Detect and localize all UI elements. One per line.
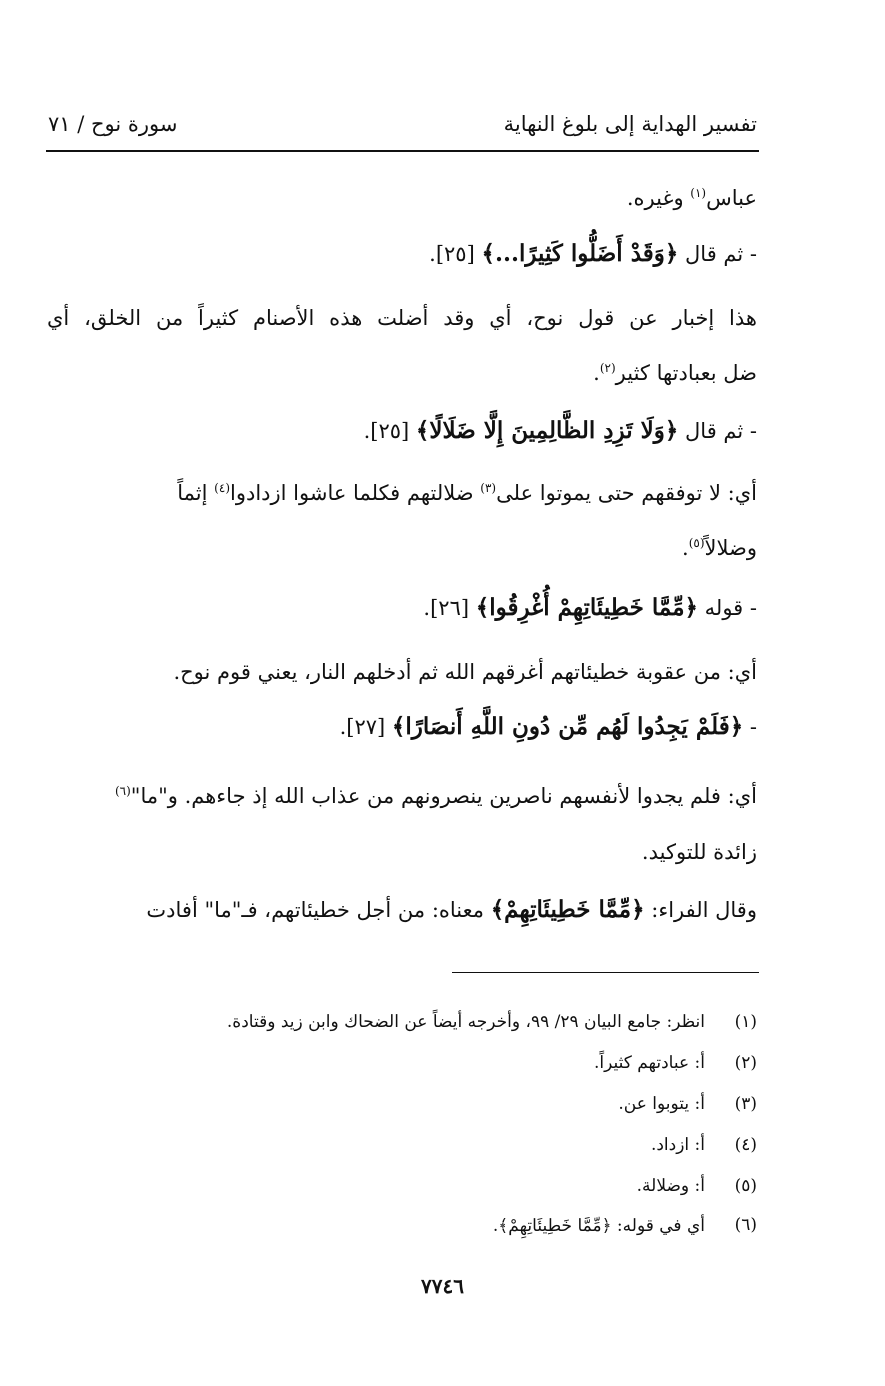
quran-verse: ﴿وَلَا تَزِدِ الظَّالِمِينَ إِلَّا ضَلَالًا﴾ [415, 417, 679, 444]
footnote-ref: (٤) [214, 481, 230, 495]
footnote-text: أ: عبادتهم كثيراً. [593, 1053, 705, 1073]
footnote-ref: (٥) [688, 536, 705, 550]
running-header-surah: سورة نوح / ٧١ [48, 112, 178, 136]
quran-verse: ﴿مِّمَّا خَطِيئَاتِهِمْ﴾ [490, 896, 645, 923]
body-line-4: ضل بعبادتها كثير$^{(٢)}$. [593, 361, 757, 385]
page-number: ٧٧٤٦ [421, 1274, 464, 1298]
body-line-10: - ﴿فَلَمْ يَجِدُوا لَهُم مِّن دُونِ اللَّهِ أَنصَارًا﴾ [٢٧]. [339, 713, 757, 740]
footnote-3 [618, 1094, 757, 1114]
footnote-5 [637, 1176, 757, 1196]
footnote-number: (٣) [734, 1094, 757, 1114]
body-line-8: - قوله ﴿مِّمَّا خَطِيئَاتِهِمْ أُغْرِقُوا﴾ [٢٦]. [423, 594, 757, 621]
body-line-7: وضلالاً$^{(٥)}$. [682, 536, 757, 560]
body-line-1: عباس$^{(١)}$ وغيره. [626, 186, 757, 210]
body-line-2: - ثم قال ﴿وَقَدْ أَضَلُّوا كَثِيرًا...﴾ [٢٥]. [429, 240, 757, 267]
body-line-12: زائدة للتوكيد. [641, 840, 757, 864]
footnote-number: (٥) [734, 1176, 757, 1196]
header-rule [46, 150, 759, 152]
footnote-6 [493, 1215, 757, 1236]
footnote-text: أ: يتوبوا عن. [618, 1094, 705, 1114]
quran-verse: ﴿مِّمَّا خَطِيئَاتِهِمْ أُغْرِقُوا﴾ [475, 594, 698, 621]
footnote-ref: (٣) [480, 481, 497, 495]
footnote-2 [594, 1053, 757, 1073]
footnote-text: أ: وضلالة. [636, 1176, 705, 1196]
footnote-number: (٤) [734, 1135, 757, 1155]
body-line-13: وقال الفراء: ﴿مِّمَّا خَطِيئَاتِهِمْ﴾ معناه: من أجل خطيئاتهم، فـ"ما" أفادت [146, 896, 757, 923]
footnote-number: (٦) [734, 1215, 757, 1235]
footnote-ref: (٦) [114, 784, 131, 798]
quran-verse: ﴿فَلَمْ يَجِدُوا لَهُم مِّن دُونِ اللَّهِ أَنصَارًا﴾ [391, 713, 744, 740]
footnote-number: (١) [734, 1012, 757, 1032]
footnote-ref: (٢) [599, 361, 616, 375]
footnote-separator [452, 972, 759, 973]
footnote-text: انظر: جامع البيان ٢٩/ ٩٩، وأخرجه أيضاً عن الضحاك وابن زيد وقتادة. [226, 1012, 705, 1032]
body-line-3: هذا إخبار عن قول نوح، أي وقد أضلت هذه الأصنام كثيراً من الخلق، أي [47, 306, 757, 330]
body-line-6: أي: لا توفقهم حتى يموتوا على$^{(٣)}$ ضلالتهم فكلما عاشوا ازدادوا$^{(٤)}$ إثماً [177, 481, 757, 505]
quran-verse: ﴿وَقَدْ أَضَلُّوا كَثِيرًا...﴾ [481, 240, 679, 267]
body-line-11: أي: فلم يجدوا لأنفسهم ناصرين ينصرونهم من عذاب الله إذ جاءهم. و"ما"$^{(٦)}$ [114, 784, 757, 808]
footnote-ref: (١) [690, 186, 707, 200]
footnote-text: أي في قوله: ﴿مِّمَّا خَطِيئَاتِهِمْ﴾. [492, 1216, 705, 1236]
running-header-book-title: تفسير الهداية إلى بلوغ النهاية [503, 112, 757, 136]
footnote-1 [227, 1012, 757, 1032]
footnote-number: (٢) [734, 1053, 757, 1073]
body-line-9: أي: من عقوبة خطيئاتهم أغرقهم الله ثم أدخلهم النار، يعني قوم نوح. [173, 660, 757, 684]
footnote-4 [651, 1135, 757, 1155]
footnote-text: أ: ازداد. [650, 1135, 705, 1155]
body-line-5: - ثم قال ﴿وَلَا تَزِدِ الظَّالِمِينَ إِلَّا ضَلَالًا﴾ [٢٥]. [363, 417, 757, 444]
